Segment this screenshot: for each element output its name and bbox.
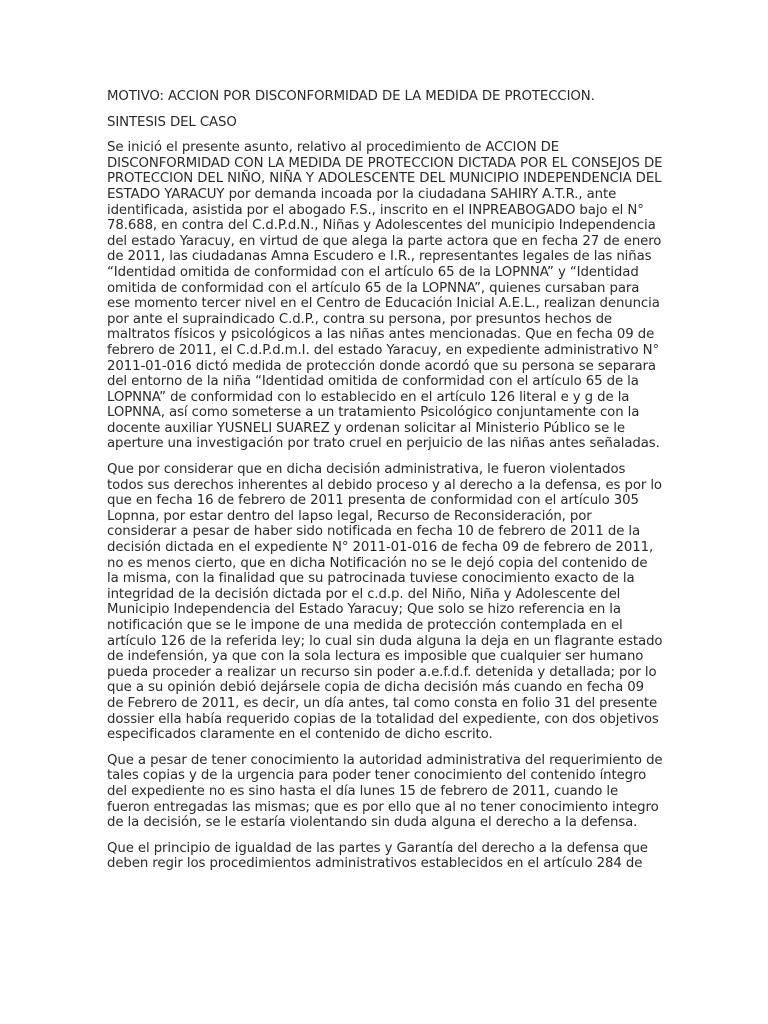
- paragraph-3: Que a pesar de tener conocimiento la autoridad administrativa del requerimiento de tales copias y de la urgencia para poder tener conocimiento del contenido íntegro del expediente no es sino hasta el día lunes 15 de febrero de 2011, cuando le fueron entregadas las mismas; que es por ello que al no tener conocimiento integro de la decisión, se le estaría violentando sin duda alguna el derecho a la defensa.: [107, 752, 663, 831]
- section-title: SINTESIS DEL CASO: [107, 114, 237, 130]
- motivo-heading: MOTIVO: ACCION POR DISCONFORMIDAD DE LA MEDIDA DE PROTECCION.: [107, 89, 595, 104]
- paragraph-4: Que el principio de igualdad de las partes y Garantía del derecho a la defensa que deben regir los procedimientos administrativos establecidos en el artículo 284 de: [107, 840, 648, 872]
- paragraph-1: Se inició el presente asunto, relativo al procedimiento de ACCION DE DISCONFORMIDAD CON LA MEDIDA DE PROTECCION DICTADA POR EL CONSEJOS DE PROTECCION DEL NIÑO, NIÑA Y ADOLESCENTE DEL MUNICIPIO INDEPENDENCIA DEL ESTADO YARACUY por demanda incoada por la ciudadana SAHIRY A.T.R., ante identificada, asistida por el abogado F.S., inscrito en el INPREABOGADO bajo el N° 78.688, en contra del C.d.P.d.N., Niñas y Adolescentes del municipio Independencia del estado Yaracuy, en virtud de que alega la parte actora que en fecha 27 de enero de 2011, las ciudadanas Amna Escudero e I.R., representantes legales de las niñas “Identidad omitida de conformidad con el artículo 65 de la LOPNNA” y “Identidad omitida de conformidad con el artículo 65 de la LOPNNA”, quienes cursaban para ese momento tercer nivel en el Centro de Educación Inicial A.E.L., realizan denuncia por ante el supraindicado C.d.P., contra su persona, por presuntos hechos de maltratos físicos y psicológicos a las niñas antes mencionadas. Que en fecha 09 de febrero de 2011, el C.d.P.d.m.I. del estado Yaracuy, en expediente administrativo N° 2011-01-016 dictó medida de protección donde acordó que su persona se separara del entorno de la niña “Identidad omitida de conformidad con el artículo 65 de la LOPNNA” de conformidad con lo establecido en el artículo 126 literal e y g de la LOPNNA, así como someterse a un tratamiento Psicológico conjuntamente con la docente auxiliar YUSNELI SUAREZ y ordenan solicitar al Ministerio Público se le aperture una investigación por trato cruel en perjuicio de las niñas antes señaladas.: [107, 140, 663, 452]
- document-page: [107, 89, 663, 882]
- paragraph-2: Que por considerar que en dicha decisión administrativa, le fueron violentados todos sus derechos inherentes al debido proceso y al derecho a la defensa, es por lo que en fecha 16 de febrero de 2011 presenta de conformidad con el artículo 305 Lopnna, por estar dentro del lapso legal, Recurso de Reconsideración, por considerar a pesar de haber sido notificada en fecha 10 de febrero de 2011 de la decisión dictada en el expediente N° 2011-01-016 de fecha 09 de febrero de 2011, no es menos cierto, que en dicha Notificación no se le dejó copia del contenido de la misma, con la finalidad que su patrocinada tuviese conocimiento exacto de la integridad de la decisión dictada por el c.d.p. del Niño, Niña y Adolescente del Municipio Independencia del Estado Yaracuy; Que solo se hizo referencia en la notificación que se le impone de una medida de protección contemplada en el artículo 126 de la referida ley; lo cual sin duda alguna la deja en un flagrante estado de indefensión, ya que con la sola lectura es imposible que cualquier ser humano pueda proceder a realizar un recurso sin poder a.e.f.d.f. detenida y detallada; por lo que a su opinión debió dejársele copia de dicha decisión más cuando en fecha 09 de Febrero de 2011, es decir, un día antes, tal como consta en folio 31 del presente dossier ella había requerido copias de la totalidad del expediente, con dos objetivos especificados claramente en el contenido de dicho escrito.: [107, 462, 663, 743]
